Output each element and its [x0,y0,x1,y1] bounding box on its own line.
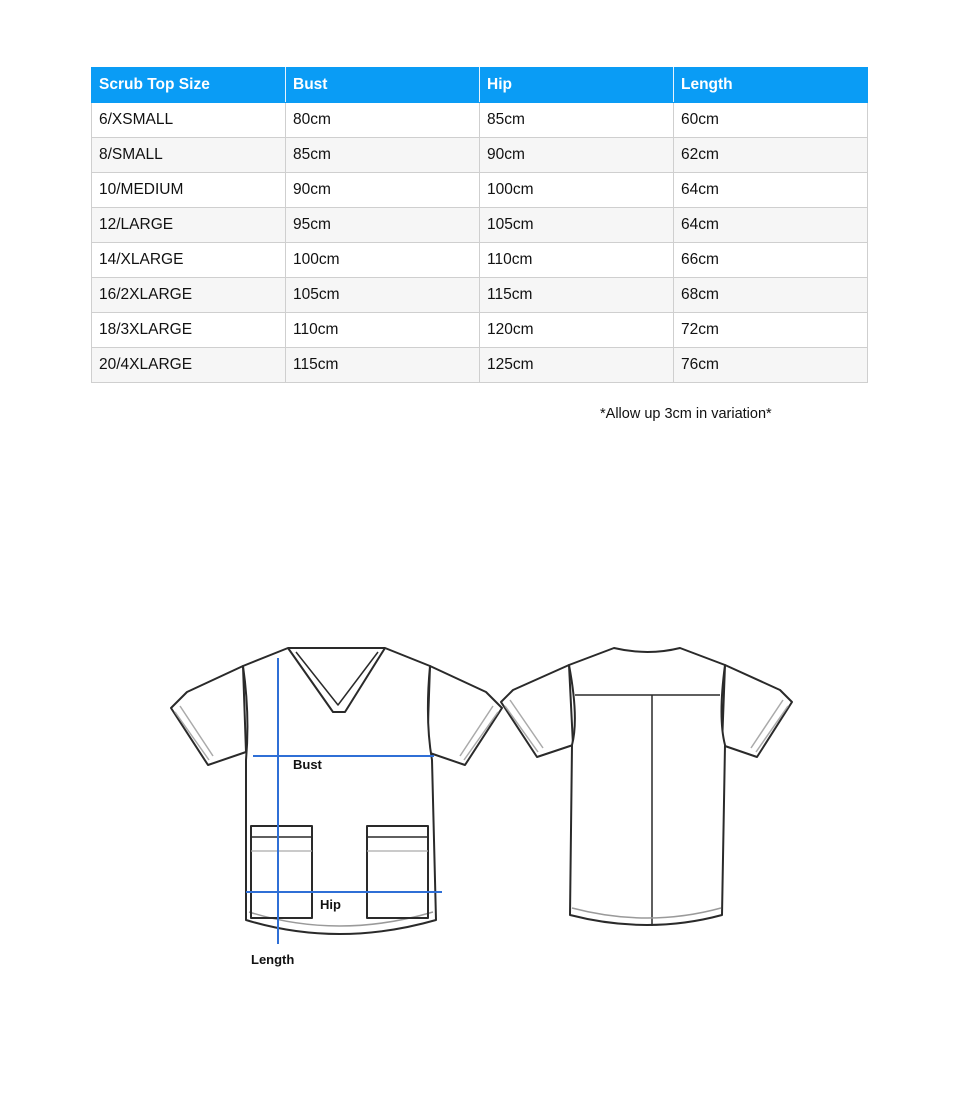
table-row [92,208,868,243]
table-row [92,278,868,313]
header-hip: Hip [480,68,674,103]
cell-length: 72cm [674,313,868,348]
cell-length: 64cm [674,208,868,243]
cell-bust: 90cm [286,173,480,208]
cell-length: 62cm [674,138,868,173]
cell-hip: 120cm [480,313,674,348]
cell-bust: 85cm [286,138,480,173]
cell-length: 76cm [674,348,868,383]
table-row [92,313,868,348]
table-row [92,103,868,138]
scrub-measurement-diagram [91,410,868,1110]
header-size: Scrub Top Size [92,68,286,103]
hip-label: Hip [320,897,341,912]
cell-bust: 105cm [286,278,480,313]
cell-bust: 80cm [286,103,480,138]
scrub-back-illustration [501,648,792,926]
table-row [92,243,868,278]
cell-size: 12/LARGE [92,208,286,243]
cell-hip: 115cm [480,278,674,313]
cell-hip: 125cm [480,348,674,383]
header-bust: Bust [286,68,480,103]
table-row [92,173,868,208]
cell-size: 10/MEDIUM [92,173,286,208]
cell-bust: 115cm [286,348,480,383]
cell-hip: 90cm [480,138,674,173]
cell-hip: 105cm [480,208,674,243]
variation-note: *Allow up 3cm in variation* [600,406,772,422]
cell-hip: 85cm [480,103,674,138]
cell-size: 14/XLARGE [92,243,286,278]
length-label: Length [251,952,295,967]
cell-bust: 110cm [286,313,480,348]
cell-size: 8/SMALL [92,138,286,173]
table-header-row [92,68,868,103]
cell-size: 6/XSMALL [92,103,286,138]
cell-bust: 100cm [286,243,480,278]
cell-hip: 100cm [480,173,674,208]
header-length: Length [674,68,868,103]
cell-size: 18/3XLARGE [92,313,286,348]
cell-size: 16/2XLARGE [92,278,286,313]
bust-label: Bust [293,757,322,772]
cell-length: 60cm [674,103,868,138]
table-row [92,348,868,383]
cell-length: 66cm [674,243,868,278]
cell-size: 20/4XLARGE [92,348,286,383]
table-row [92,138,868,173]
cell-length: 68cm [674,278,868,313]
cell-hip: 110cm [480,243,674,278]
size-chart-table [91,67,868,383]
cell-length: 64cm [674,173,868,208]
cell-bust: 95cm [286,208,480,243]
